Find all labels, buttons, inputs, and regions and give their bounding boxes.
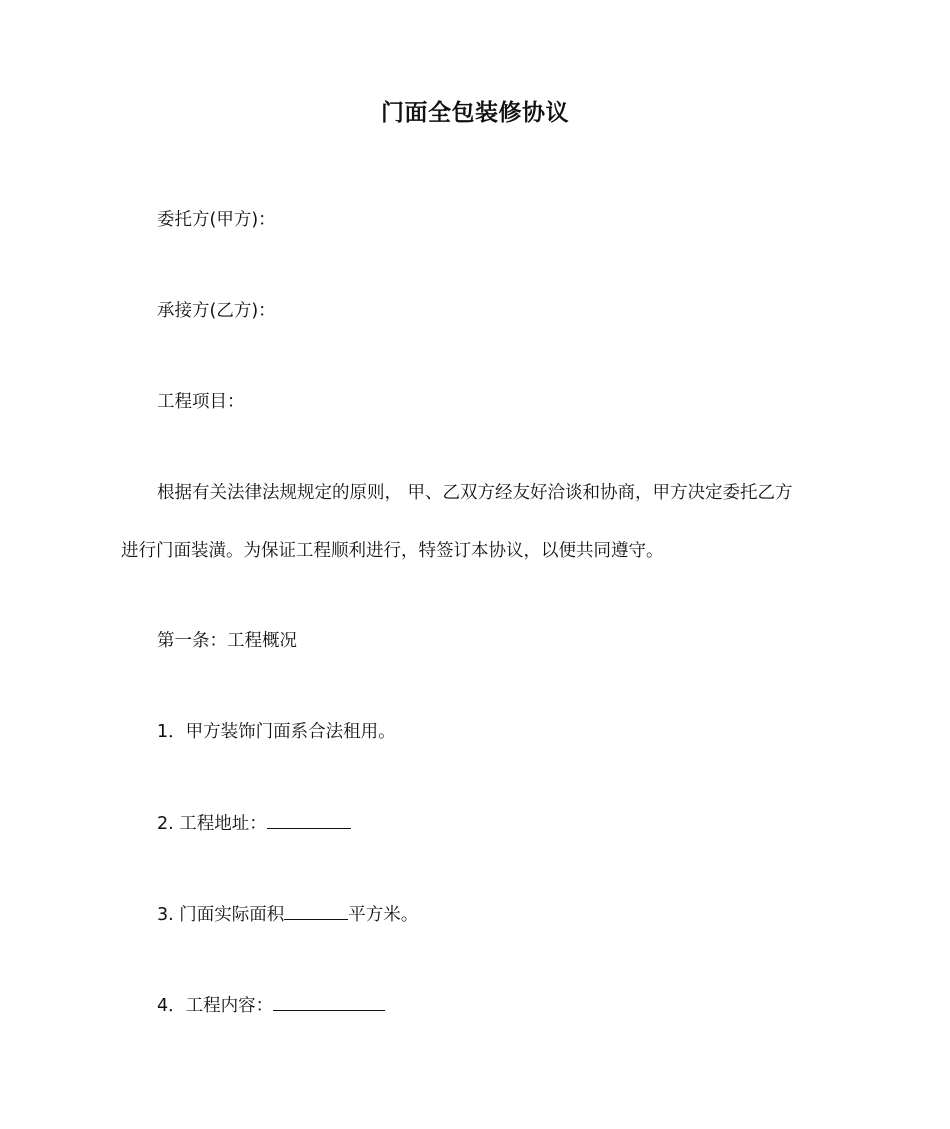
preamble-line-2: 进行门面装潢。为保证工程顺利进行，特签订本协议，以便共同遵守。: [121, 541, 664, 561]
item-2: [157, 810, 351, 837]
item-4-label: 4．工程内容：: [157, 996, 274, 1016]
item-2-label: 2. 工程地址：: [157, 814, 267, 834]
content-blank: [273, 992, 385, 1011]
document-title: 门面全包装修协议: [381, 100, 569, 126]
item-1: 1．甲方装饰门面系合法租用。: [157, 722, 396, 742]
address-blank: [267, 810, 351, 829]
preamble-line-1: 根据有关法律法规规定的原则， 甲、乙双方经友好洽谈和协商，甲方决定委托乙方: [157, 483, 793, 503]
project-label: 工程项目：: [157, 392, 245, 412]
area-blank: [284, 901, 348, 920]
party-b-label: 承接方(乙方)：: [157, 301, 276, 321]
item-3-label: 3. 门面实际面积: [157, 905, 285, 925]
party-a-label: 委托方(甲方)：: [157, 210, 276, 230]
item-4: [157, 992, 385, 1019]
item-3: [157, 901, 418, 928]
article-1-heading: 第一条：工程概况: [157, 631, 297, 651]
item-3-unit: 平方米。: [348, 905, 419, 925]
